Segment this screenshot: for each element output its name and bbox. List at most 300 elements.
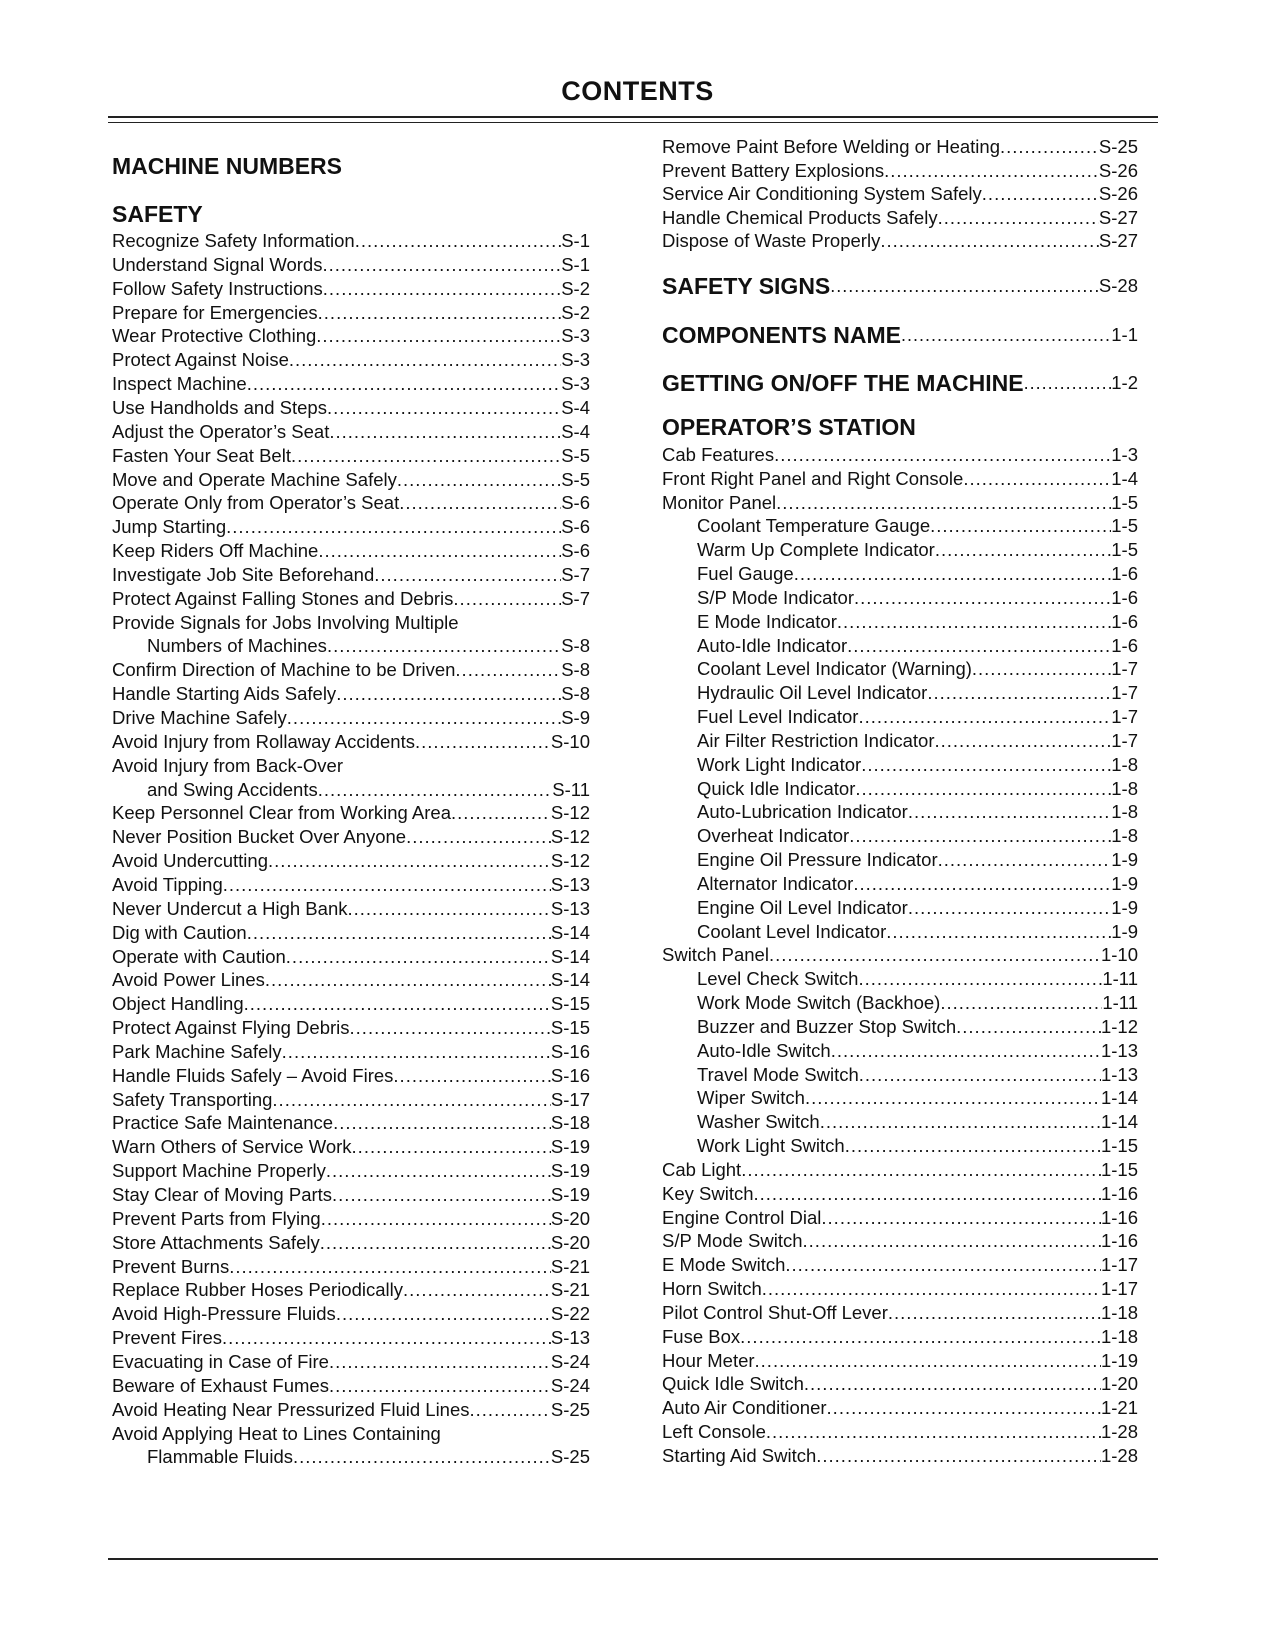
toc-entry-label: Protect Against Flying Debris xyxy=(112,1017,350,1039)
toc-entry-label: Switch Panel xyxy=(662,944,769,966)
leader-dots xyxy=(935,538,1111,562)
leader-dots xyxy=(837,610,1111,634)
toc-page-number: 1-6 xyxy=(1111,610,1138,632)
toc-entry[interactable] xyxy=(112,396,590,420)
toc-entry[interactable] xyxy=(112,634,590,658)
toc-entry-label: S/P Mode Switch xyxy=(662,1230,803,1252)
toc-entry[interactable] xyxy=(662,1110,1138,1134)
toc-entry[interactable] xyxy=(112,778,590,802)
leader-dots xyxy=(265,968,551,992)
toc-entry[interactable] xyxy=(662,848,1138,872)
leader-dots xyxy=(247,921,551,945)
toc-entry[interactable] xyxy=(662,159,1138,183)
toc-entry-label: Prevent Fires xyxy=(112,1327,223,1349)
leader-dots xyxy=(352,1135,551,1159)
toc-page-number: S-14 xyxy=(550,969,590,991)
toc-entry[interactable] xyxy=(112,897,590,921)
leader-dots xyxy=(272,1088,551,1112)
toc-page-number: 1-9 xyxy=(1111,849,1138,871)
toc-page-number: S-15 xyxy=(550,993,590,1015)
toc-entry[interactable] xyxy=(662,1420,1138,1444)
toc-entry[interactable] xyxy=(112,1398,590,1422)
leader-dots xyxy=(803,1229,1101,1253)
toc-entry[interactable] xyxy=(112,468,590,492)
leader-dots xyxy=(762,1277,1101,1301)
toc-entry-label: Fuel Gauge xyxy=(697,563,794,585)
toc-entry[interactable] xyxy=(112,945,590,969)
toc-page-number: 1-15 xyxy=(1100,1135,1138,1157)
toc-entry[interactable] xyxy=(112,1302,590,1326)
toc-entry[interactable] xyxy=(112,539,590,563)
toc-entry[interactable] xyxy=(112,1278,590,1302)
toc-entry[interactable]: Provide Signals for Jobs Involving Multiple xyxy=(112,611,459,633)
toc-page-number: 1-8 xyxy=(1111,777,1138,799)
toc-entry[interactable] xyxy=(112,1064,590,1088)
toc-entry-label: Prevent Battery Explosions xyxy=(662,159,885,181)
toc-entry-label: Overheat Indicator xyxy=(697,825,850,847)
toc-page-number: S-3 xyxy=(561,349,590,371)
toc-entry[interactable] xyxy=(662,1063,1138,1087)
toc-entry[interactable] xyxy=(662,1158,1138,1182)
toc-page-number: S-13 xyxy=(550,873,590,895)
leader-dots xyxy=(741,1158,1101,1182)
toc-page-number: S-16 xyxy=(550,1040,590,1062)
toc-entry[interactable] xyxy=(662,753,1138,777)
toc-entry[interactable] xyxy=(112,372,590,396)
toc-entry-label: Service Air Conditioning System Safely xyxy=(662,183,982,205)
toc-entry-label: Work Light Indicator xyxy=(697,753,862,775)
leader-dots xyxy=(318,301,562,325)
leader-dots xyxy=(286,945,551,969)
toc-entry[interactable] xyxy=(112,1326,590,1350)
toc-page-number: 1-16 xyxy=(1100,1230,1138,1252)
toc-entry-label: S/P Mode Indicator xyxy=(697,586,854,608)
leader-dots xyxy=(853,872,1111,896)
toc-page-number: S-25 xyxy=(1098,136,1138,157)
leader-dots xyxy=(397,468,561,492)
toc-entry[interactable] xyxy=(112,1183,590,1207)
toc-entry[interactable] xyxy=(662,182,1138,206)
toc-entry-label: Wiper Switch xyxy=(697,1087,805,1109)
toc-page-number: 1-6 xyxy=(1111,563,1138,585)
toc-page-number: 1-16 xyxy=(1100,1206,1138,1228)
toc-entry[interactable] xyxy=(662,920,1138,944)
toc-entry-label: Confirm Direction of Machine to be Driven xyxy=(112,659,456,681)
toc-page-number: 1-8 xyxy=(1111,801,1138,823)
leader-dots xyxy=(374,563,561,587)
toc-entry[interactable] xyxy=(662,562,1138,586)
toc-entry-label: Operate with Caution xyxy=(112,945,286,967)
toc-entry[interactable] xyxy=(662,681,1138,705)
toc-entry[interactable] xyxy=(112,253,590,277)
toc-entry[interactable] xyxy=(112,992,590,1016)
leader-dots xyxy=(327,396,561,420)
toc-entry[interactable] xyxy=(112,491,590,515)
leader-dots xyxy=(329,1350,551,1374)
leader-dots xyxy=(888,1301,1101,1325)
toc-entry[interactable] xyxy=(112,1231,590,1255)
toc-entry-label: Beware of Exhaust Fumes xyxy=(112,1374,329,1396)
toc-entry[interactable] xyxy=(662,586,1138,610)
toc-entry-label: Support Machine Properly xyxy=(112,1160,326,1182)
leader-dots xyxy=(816,1444,1101,1468)
toc-page-number: S-15 xyxy=(550,1017,590,1039)
toc-heading-label: GETTING ON/OFF THE MACHINE xyxy=(662,370,1024,396)
toc-page-number: S-3 xyxy=(561,373,590,395)
toc-entry-label: Protect Against Noise xyxy=(112,349,289,371)
toc-entry[interactable] xyxy=(662,1253,1138,1277)
toc-entry[interactable] xyxy=(112,849,590,873)
leader-dots xyxy=(291,444,561,468)
toc-entry-label: Keep Riders Off Machine xyxy=(112,540,319,562)
toc-entry[interactable] xyxy=(662,206,1138,230)
toc-entry-label: Park Machine Safely xyxy=(112,1040,282,1062)
toc-entry-label: Object Handling xyxy=(112,993,244,1015)
toc-page-number: 1-18 xyxy=(1100,1301,1138,1323)
toc-page-number: 1-7 xyxy=(1111,729,1138,751)
toc-entry-label: Prevent Burns xyxy=(112,1255,230,1277)
toc-entry[interactable] xyxy=(662,872,1138,896)
toc-entry-label: Horn Switch xyxy=(662,1278,762,1300)
toc-entry[interactable] xyxy=(112,1445,590,1469)
toc-page-number: S-1 xyxy=(561,253,590,275)
leader-dots xyxy=(222,1326,551,1350)
toc-entry-label: Front Right Panel and Right Console xyxy=(662,467,964,489)
toc-entry[interactable] xyxy=(112,1040,590,1064)
toc-entry-label: Avoid Tipping xyxy=(112,873,223,895)
toc-page-number: 1-21 xyxy=(1100,1397,1138,1419)
toc-page-number: S-1 xyxy=(561,230,590,251)
toc-entry[interactable]: Avoid Injury from Back-Over xyxy=(112,754,343,776)
toc-entry-label: Avoid High-Pressure Fluids xyxy=(112,1303,336,1325)
leader-dots xyxy=(336,682,561,706)
toc-entry-label: Travel Mode Switch xyxy=(697,1063,859,1085)
toc-entry-label: Engine Control Dial xyxy=(662,1206,822,1228)
leader-dots xyxy=(322,253,561,277)
toc-page-number: 1-28 xyxy=(1100,1444,1138,1466)
toc-heading-safety-signs[interactable] xyxy=(662,271,1138,301)
leader-dots xyxy=(858,967,1102,991)
toc-entry-label: Coolant Level Indicator (Warning) xyxy=(697,658,972,680)
leader-dots xyxy=(393,1064,551,1088)
toc-entry[interactable] xyxy=(662,824,1138,848)
toc-entry[interactable] xyxy=(662,1015,1138,1039)
toc-entry-label: and Swing Accidents xyxy=(147,778,318,800)
toc-page-number: S-19 xyxy=(550,1160,590,1182)
leader-dots xyxy=(455,658,561,682)
toc-page-number: 1-8 xyxy=(1111,825,1138,847)
toc-entry[interactable] xyxy=(112,1088,590,1112)
leader-dots xyxy=(934,729,1111,753)
toc-page-number: S-12 xyxy=(550,802,590,824)
toc-entry-label: Fuel Level Indicator xyxy=(697,706,859,728)
leader-dots xyxy=(908,800,1111,824)
toc-entry[interactable] xyxy=(662,1372,1138,1396)
leader-dots xyxy=(326,1159,551,1183)
leader-dots xyxy=(884,159,1099,183)
toc-page-number: 1-4 xyxy=(1111,467,1138,489)
toc-page-number: S-20 xyxy=(550,1231,590,1253)
toc-page-number: S-2 xyxy=(561,301,590,323)
toc-entry[interactable] xyxy=(662,1325,1138,1349)
leader-dots xyxy=(855,777,1111,801)
toc-entry-label: Monitor Panel xyxy=(662,491,777,513)
toc-entry[interactable] xyxy=(112,324,590,348)
toc-entry-label: Auto-Idle Indicator xyxy=(697,634,848,656)
leader-dots xyxy=(332,1183,551,1207)
leader-dots xyxy=(938,206,1099,230)
toc-entry[interactable] xyxy=(112,825,590,849)
toc-entry-label: Cab Light xyxy=(662,1158,742,1180)
leader-dots xyxy=(940,991,1102,1015)
toc-page-number: S-11 xyxy=(552,778,590,800)
leader-dots xyxy=(320,1231,551,1255)
toc-entry[interactable] xyxy=(662,777,1138,801)
toc-heading-components-name[interactable] xyxy=(662,320,1138,350)
toc-entry[interactable] xyxy=(662,991,1138,1015)
toc-entry[interactable] xyxy=(662,705,1138,729)
toc-entry-label: Never Position Bucket Over Anyone xyxy=(112,826,407,848)
toc-page-number: 1-6 xyxy=(1111,586,1138,608)
toc-entry[interactable] xyxy=(662,943,1138,967)
toc-page-number: S-2 xyxy=(561,277,590,299)
toc-entry-label: E Mode Switch xyxy=(662,1254,786,1276)
toc-page-number: S-12 xyxy=(550,826,590,848)
toc-page-number: S-7 xyxy=(561,563,590,585)
toc-heading-getting-on-off[interactable] xyxy=(662,368,1138,398)
leader-dots xyxy=(350,1016,551,1040)
leader-dots xyxy=(880,229,1099,253)
toc-entry[interactable] xyxy=(112,420,590,444)
leader-dots xyxy=(453,587,561,611)
toc-entry-label: Warn Others of Service Work xyxy=(112,1136,352,1158)
toc-entry[interactable] xyxy=(662,1086,1138,1110)
toc-entry-label: Engine Oil Level Indicator xyxy=(697,896,908,918)
toc-entry[interactable] xyxy=(662,538,1138,562)
toc-entry-label: Avoid Undercutting xyxy=(112,850,268,872)
top-rule xyxy=(108,116,1158,118)
toc-entry[interactable] xyxy=(112,515,590,539)
toc-entry[interactable] xyxy=(662,1039,1138,1063)
toc-entry[interactable] xyxy=(112,563,590,587)
leader-dots xyxy=(223,873,551,897)
toc-entry[interactable] xyxy=(662,443,1138,467)
toc-entry-label: Warm Up Complete Indicator xyxy=(697,539,935,561)
leader-dots xyxy=(268,849,551,873)
toc-entry-label: Evacuating in Case of Fire xyxy=(112,1350,329,1372)
toc-page-number: S-12 xyxy=(550,850,590,872)
toc-page-number: S-7 xyxy=(561,587,590,609)
toc-entry[interactable] xyxy=(112,348,590,372)
toc-entry[interactable] xyxy=(112,730,590,754)
toc-page-number: S-8 xyxy=(561,683,590,705)
toc-page-number: 1-5 xyxy=(1111,539,1138,561)
leader-dots xyxy=(769,943,1101,967)
toc-entry[interactable] xyxy=(662,229,1138,253)
toc-entry[interactable] xyxy=(112,1159,590,1183)
toc-entry[interactable] xyxy=(662,610,1138,634)
toc-page-number: S-10 xyxy=(550,730,590,752)
toc-entry-label: Work Mode Switch (Backhoe) xyxy=(697,992,941,1014)
toc-entry[interactable] xyxy=(662,634,1138,658)
toc-entry-label: Adjust the Operator’s Seat xyxy=(112,420,330,442)
toc-page-number: 1-9 xyxy=(1111,896,1138,918)
toc-page-number: 1-6 xyxy=(1111,634,1138,656)
toc-entry[interactable] xyxy=(662,896,1138,920)
leader-dots xyxy=(858,705,1111,729)
toc-page-number: S-17 xyxy=(550,1088,590,1110)
toc-entry[interactable] xyxy=(112,277,590,301)
toc-entry[interactable] xyxy=(662,514,1138,538)
leader-dots xyxy=(1024,368,1112,398)
toc-page-number: S-5 xyxy=(561,468,590,490)
toc-entry-label: Cab Features xyxy=(662,444,775,465)
toc-entry[interactable] xyxy=(112,1016,590,1040)
leader-dots xyxy=(845,1134,1101,1158)
toc-page-number: S-19 xyxy=(550,1136,590,1158)
leader-dots xyxy=(470,1398,551,1422)
toc-entry[interactable] xyxy=(112,1135,590,1159)
toc-entry[interactable] xyxy=(112,968,590,992)
toc-entry-label: Starting Aid Switch xyxy=(662,1444,817,1466)
toc-entry[interactable] xyxy=(662,1182,1138,1206)
toc-page-number: S-19 xyxy=(550,1184,590,1205)
toc-page-number: S-8 xyxy=(561,659,590,681)
toc-entry-label: Pilot Control Shut-Off Lever xyxy=(662,1301,888,1323)
toc-entry-label: Recognize Safety Information xyxy=(112,230,355,251)
toc-page-number: S-4 xyxy=(561,420,590,442)
toc-entry[interactable] xyxy=(662,1229,1138,1253)
leader-dots xyxy=(1000,135,1099,159)
toc-entry[interactable] xyxy=(112,921,590,945)
leader-dots xyxy=(327,634,561,658)
toc-page-number: 1-10 xyxy=(1100,944,1138,966)
toc-entry[interactable] xyxy=(112,1374,590,1398)
leader-dots xyxy=(318,778,553,802)
toc-page-number: 1-9 xyxy=(1111,872,1138,894)
top-rule-thin xyxy=(108,122,1158,123)
toc-page-number: 1-8 xyxy=(1111,753,1138,775)
leader-dots xyxy=(794,562,1112,586)
toc-entry[interactable] xyxy=(662,1349,1138,1373)
toc-entry[interactable] xyxy=(662,967,1138,991)
toc-entry-label: Replace Rubber Hoses Periodically xyxy=(112,1279,404,1301)
toc-entry[interactable] xyxy=(112,1111,590,1135)
toc-entry[interactable] xyxy=(662,1396,1138,1420)
leader-dots xyxy=(774,443,1111,467)
toc-page-number: 1-3 xyxy=(1111,444,1138,465)
leader-dots xyxy=(776,491,1111,515)
toc-entry[interactable] xyxy=(662,467,1138,491)
toc-entry[interactable] xyxy=(112,444,590,468)
leader-dots xyxy=(785,1253,1101,1277)
toc-entry[interactable] xyxy=(662,1444,1138,1468)
toc-entry[interactable] xyxy=(662,1206,1138,1230)
toc-page-number: S-21 xyxy=(550,1279,590,1301)
toc-page-number: S-27 xyxy=(1098,206,1138,228)
toc-page-number: 1-28 xyxy=(1100,1421,1138,1443)
leader-dots xyxy=(333,1111,551,1135)
leader-dots xyxy=(329,420,561,444)
toc-entry-label: E Mode Indicator xyxy=(697,610,837,632)
toc-page-number: 1-20 xyxy=(1100,1373,1138,1395)
toc-entry[interactable] xyxy=(662,491,1138,515)
toc-entry[interactable] xyxy=(112,229,590,253)
toc-entry[interactable] xyxy=(112,587,590,611)
toc-page-number: 1-11 xyxy=(1102,968,1138,990)
toc-entry-label: Work Light Switch xyxy=(697,1135,845,1157)
toc-entry-label: Inspect Machine xyxy=(112,373,247,395)
section-heading-safety: SAFETY xyxy=(112,201,203,227)
toc-page-number: 1-18 xyxy=(1100,1325,1138,1347)
toc-entry[interactable] xyxy=(112,1207,590,1231)
leader-dots xyxy=(831,1039,1101,1063)
leader-dots xyxy=(972,657,1111,681)
toc-page-number: S-4 xyxy=(561,396,590,418)
leader-dots xyxy=(854,586,1111,610)
toc-entry-label: Use Handholds and Steps xyxy=(112,396,327,418)
toc-entry-label: Follow Safety Instructions xyxy=(112,277,323,299)
toc-entry[interactable] xyxy=(662,1277,1138,1301)
toc-entry-label: Quick Idle Indicator xyxy=(697,777,856,799)
leader-dots xyxy=(355,229,562,253)
toc-entry[interactable] xyxy=(662,729,1138,753)
toc-entry[interactable] xyxy=(112,801,590,825)
toc-entry[interactable]: Avoid Applying Heat to Lines Containing xyxy=(112,1422,441,1444)
toc-entry[interactable] xyxy=(662,657,1138,681)
toc-entry[interactable] xyxy=(112,873,590,897)
leader-dots xyxy=(830,271,1099,301)
toc-entry-label: Auto Air Conditioner xyxy=(662,1397,827,1419)
toc-entry[interactable] xyxy=(662,135,1138,159)
toc-entry-label: Operate Only from Operator’s Seat xyxy=(112,492,400,514)
toc-entry[interactable] xyxy=(112,1350,590,1374)
leader-dots xyxy=(805,1086,1101,1110)
toc-entry[interactable] xyxy=(112,682,590,706)
toc-page-number: S-25 xyxy=(550,1398,590,1420)
toc-entry[interactable] xyxy=(662,800,1138,824)
toc-page-number: 1-14 xyxy=(1100,1087,1138,1109)
toc-entry[interactable] xyxy=(112,658,590,682)
toc-page-number: S-6 xyxy=(561,540,590,562)
toc-page-number: 1-2 xyxy=(1111,372,1138,393)
toc-page-number: S-16 xyxy=(550,1064,590,1086)
toc-entry[interactable] xyxy=(662,1134,1138,1158)
toc-entry-label: Alternator Indicator xyxy=(697,872,854,894)
leader-dots xyxy=(289,348,561,372)
toc-page-number: S-13 xyxy=(550,1327,590,1349)
toc-entry-label: Investigate Job Site Beforehand xyxy=(112,563,375,585)
leader-dots xyxy=(287,706,561,730)
toc-entry-label: Auto-Idle Switch xyxy=(697,1039,831,1061)
toc-page-number: S-6 xyxy=(561,516,590,538)
toc-entry[interactable] xyxy=(112,301,590,325)
toc-entry[interactable] xyxy=(112,706,590,730)
leader-dots xyxy=(282,1040,551,1064)
toc-entry[interactable] xyxy=(662,1301,1138,1325)
toc-page-number: 1-11 xyxy=(1102,992,1138,1014)
bottom-rule xyxy=(108,1558,1158,1560)
leader-dots xyxy=(849,824,1111,848)
leader-dots xyxy=(323,277,561,301)
section-heading-operators-station: OPERATOR’S STATION xyxy=(662,414,916,440)
toc-page-number: 1-14 xyxy=(1100,1111,1138,1133)
toc-entry-label: Drive Machine Safely xyxy=(112,707,287,728)
toc-page-number: 1-7 xyxy=(1111,706,1138,728)
toc-entry[interactable] xyxy=(112,1255,590,1279)
toc-page-number: 1-7 xyxy=(1111,658,1138,680)
leader-dots xyxy=(399,491,561,515)
